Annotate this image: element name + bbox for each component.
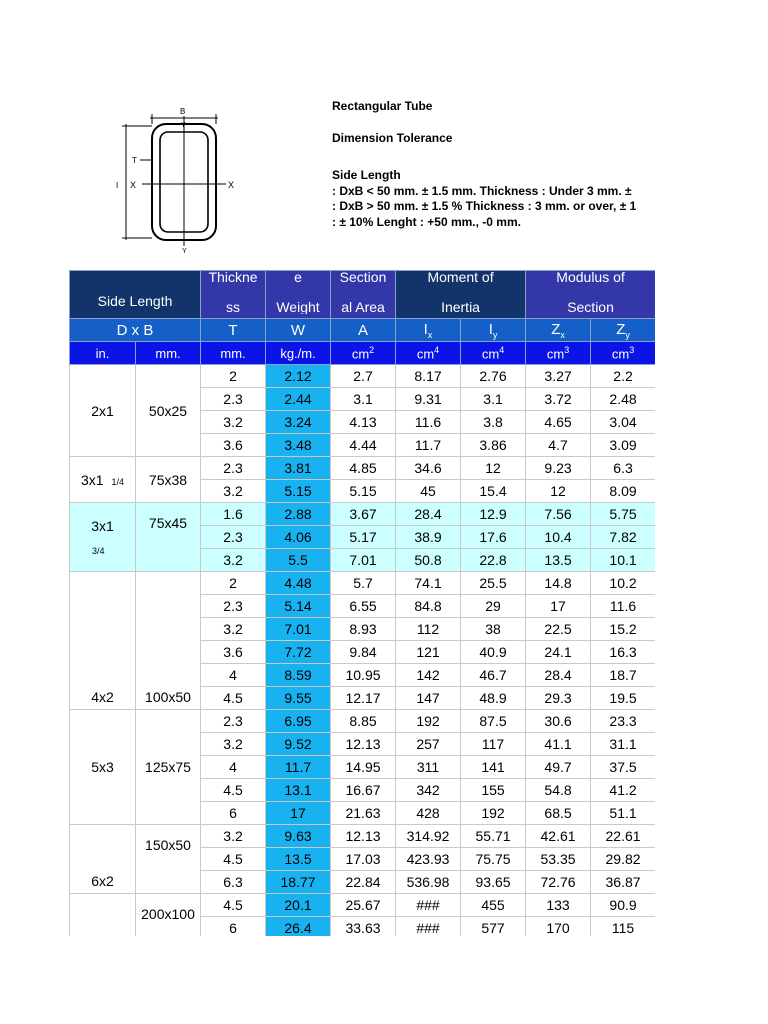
iy-cell: 117 — [461, 733, 526, 756]
dxb-header: D x B — [70, 319, 201, 342]
label-d: I — [116, 181, 119, 190]
area-cell: 22.84 — [331, 871, 396, 894]
header-row-3 — [70, 342, 656, 365]
weight-cell: 5.5 — [266, 549, 331, 572]
size-mm-cell: 125x75 — [136, 710, 201, 825]
weight-cell: 7.01 — [266, 618, 331, 641]
ix-cell: 84.8 — [396, 595, 461, 618]
zy-cell: 115 — [591, 917, 655, 937]
size-in-fraction: 1/4 — [111, 476, 125, 487]
area-cell: 12.13 — [331, 733, 396, 756]
iy-cell: 17.6 — [461, 526, 526, 549]
table-row — [70, 572, 656, 595]
area-cell: 3.1 — [331, 388, 396, 411]
weight-cell: 8.59 — [266, 664, 331, 687]
zy-cell: 10.2 — [591, 572, 655, 595]
weight-cell: 3.48 — [266, 434, 331, 457]
label-b: B — [180, 107, 186, 116]
w-unit: kg./m. — [266, 342, 331, 365]
modulus-of-section-header: Modulus of Section — [526, 271, 655, 319]
thickness-cell: 3.2 — [201, 733, 266, 756]
ix-unit: $cm^4$ — [396, 342, 461, 365]
ix-cell: ### — [396, 917, 461, 937]
zx-header: $Z_x$ — [526, 319, 591, 342]
zx-cell: 17 — [526, 595, 591, 618]
zx-unit: $cm^3$ — [526, 342, 591, 365]
iy-cell: 12 — [461, 457, 526, 480]
weight-cell: 4.48 — [266, 572, 331, 595]
weight-cell: 6.95 — [266, 710, 331, 733]
zx-cell: 29.3 — [526, 687, 591, 710]
zx-cell: 41.1 — [526, 733, 591, 756]
iy-cell: 192 — [461, 802, 526, 825]
area-cell: 5.7 — [331, 572, 396, 595]
zx-cell: 28.4 — [526, 664, 591, 687]
zy-unit: $cm^3$ — [591, 342, 655, 365]
iy-cell: 22.8 — [461, 549, 526, 572]
iy-cell: 75.75 — [461, 848, 526, 871]
tolerance-line-3: : ± 10% Lenght : +50 mm., -0 mm. — [332, 214, 521, 229]
ix-cell: 423.93 — [396, 848, 461, 871]
ix-cell: 50.8 — [396, 549, 461, 572]
size-mm-cell: 75x38 — [136, 457, 201, 503]
weight-cell: 9.55 — [266, 687, 331, 710]
t-unit: mm. — [201, 342, 266, 365]
zy-cell: 18.7 — [591, 664, 655, 687]
tolerance-info — [332, 99, 656, 230]
size-in-fraction: 3/4 — [92, 546, 105, 556]
zy-cell: 31.1 — [591, 733, 655, 756]
table-row — [70, 365, 656, 388]
weight-cell: 17 — [266, 802, 331, 825]
zy-cell: 36.87 — [591, 871, 655, 894]
side-length-heading: Side Length — [332, 168, 401, 182]
ix-cell: 192 — [396, 710, 461, 733]
zy-cell: 11.6 — [591, 595, 655, 618]
in-unit: in. — [70, 342, 136, 365]
iy-cell: 40.9 — [461, 641, 526, 664]
moment-of-inertia-header: Moment of Inertia — [396, 271, 526, 319]
ix-header: $I_x$ — [396, 319, 461, 342]
table-body — [70, 365, 656, 937]
a-header: A — [331, 319, 396, 342]
tolerance-line-2: : DxB > 50 mm. ± 1.5 % Thickness : 3 mm. or over, ± 1 — [332, 199, 637, 213]
ix-cell: 38.9 — [396, 526, 461, 549]
ix-cell: 45 — [396, 480, 461, 503]
zx-cell: 13.5 — [526, 549, 591, 572]
zy-cell: 90.9 — [591, 894, 655, 917]
area-cell: 8.85 — [331, 710, 396, 733]
iy-cell: 48.9 — [461, 687, 526, 710]
iy-cell: 155 — [461, 779, 526, 802]
area-cell: 21.63 — [331, 802, 396, 825]
thickness-cell: 2.3 — [201, 457, 266, 480]
zy-cell: 22.61 — [591, 825, 655, 848]
sectional-area-header: Section al Area — [331, 271, 396, 319]
rectangular-tube-diagram — [112, 100, 252, 255]
dimension-table-wrap — [69, 270, 655, 936]
zy-cell: 16.3 — [591, 641, 655, 664]
thickness-header: Thickne ss — [201, 271, 266, 319]
thickness-cell: 3.2 — [201, 618, 266, 641]
zy-cell: 2.48 — [591, 388, 655, 411]
area-cell: 9.84 — [331, 641, 396, 664]
zx-cell: 10.4 — [526, 526, 591, 549]
label-y-top: Y — [181, 122, 186, 129]
w-header: W — [266, 319, 331, 342]
ix-cell: 74.1 — [396, 572, 461, 595]
tolerance-subtitle: Dimension Tolerance — [332, 130, 453, 145]
zy-cell: 6.3 — [591, 457, 655, 480]
area-cell: 5.17 — [331, 526, 396, 549]
zy-cell: 19.5 — [591, 687, 655, 710]
t-header: T — [201, 319, 266, 342]
zx-cell: 14.8 — [526, 572, 591, 595]
iy-cell: 25.5 — [461, 572, 526, 595]
size-mm-cell: 200x100 — [136, 894, 201, 937]
zx-cell: 170 — [526, 917, 591, 937]
zy-header: $Z_y$ — [591, 319, 655, 342]
thickness-cell: 4.5 — [201, 779, 266, 802]
thickness-cell: 2.3 — [201, 595, 266, 618]
iy-cell: 15.4 — [461, 480, 526, 503]
iy-cell: 87.5 — [461, 710, 526, 733]
size-in-cell: 3x1 3/4 — [70, 503, 136, 572]
zx-cell: 30.6 — [526, 710, 591, 733]
size-in-cell: 3x1 1/4 — [70, 457, 136, 503]
iy-cell: 2.76 — [461, 365, 526, 388]
thickness-cell: 2 — [201, 365, 266, 388]
thickness-cell: 4 — [201, 756, 266, 779]
area-cell: 4.85 — [331, 457, 396, 480]
zx-cell: 3.72 — [526, 388, 591, 411]
iy-cell: 29 — [461, 595, 526, 618]
area-cell: 14.95 — [331, 756, 396, 779]
weight-cell: 18.77 — [266, 871, 331, 894]
header-row-2 — [70, 319, 656, 342]
ix-cell: 142 — [396, 664, 461, 687]
side-length-header: Side Length — [70, 271, 201, 319]
thickness-cell: 3.6 — [201, 641, 266, 664]
iy-cell: 3.86 — [461, 434, 526, 457]
iy-cell: 455 — [461, 894, 526, 917]
thickness-cell: 4 — [201, 664, 266, 687]
size-in-cell: 6x2 — [70, 825, 136, 894]
zy-cell: 8.09 — [591, 480, 655, 503]
area-cell: 12.13 — [331, 825, 396, 848]
zy-cell: 51.1 — [591, 802, 655, 825]
thickness-cell: 6 — [201, 917, 266, 937]
zy-cell: 10.1 — [591, 549, 655, 572]
thickness-cell: 4.5 — [201, 894, 266, 917]
zx-cell: 4.7 — [526, 434, 591, 457]
iy-unit: $cm^4$ — [461, 342, 526, 365]
thickness-cell: 3.6 — [201, 434, 266, 457]
thickness-cell: 2 — [201, 572, 266, 595]
zy-cell: 23.3 — [591, 710, 655, 733]
weight-cell: 13.1 — [266, 779, 331, 802]
size-in-cell — [70, 894, 136, 937]
zx-cell: 72.76 — [526, 871, 591, 894]
thickness-cell: 3.2 — [201, 411, 266, 434]
weight-cell: 26.4 — [266, 917, 331, 937]
zx-cell: 12 — [526, 480, 591, 503]
size-in-cell: 5x3 — [70, 710, 136, 825]
zy-cell: 2.2 — [591, 365, 655, 388]
header-row-1 — [70, 271, 656, 319]
area-cell: 6.55 — [331, 595, 396, 618]
weight-cell: 2.44 — [266, 388, 331, 411]
area-cell: 4.13 — [331, 411, 396, 434]
thickness-cell: 3.2 — [201, 549, 266, 572]
table-row — [70, 894, 656, 917]
ix-cell: 11.6 — [396, 411, 461, 434]
area-cell: 12.17 — [331, 687, 396, 710]
ix-cell: 112 — [396, 618, 461, 641]
weight-cell: 4.06 — [266, 526, 331, 549]
area-cell: 3.67 — [331, 503, 396, 526]
ix-cell: 257 — [396, 733, 461, 756]
zx-cell: 22.5 — [526, 618, 591, 641]
zx-cell: 53.35 — [526, 848, 591, 871]
zx-cell: 133 — [526, 894, 591, 917]
area-cell: 7.01 — [331, 549, 396, 572]
table-row — [70, 825, 656, 848]
label-t: T — [132, 156, 137, 165]
zy-cell: 15.2 — [591, 618, 655, 641]
dimension-table — [69, 270, 655, 936]
tube-title: Rectangular Tube — [332, 99, 433, 113]
zx-cell: 49.7 — [526, 756, 591, 779]
weight-cell: 3.24 — [266, 411, 331, 434]
size-mm-cell: 150x50 — [136, 825, 201, 894]
iy-cell: 3.1 — [461, 388, 526, 411]
thickness-cell: 3.2 — [201, 825, 266, 848]
thickness-cell: 1.6 — [201, 503, 266, 526]
thickness-cell: 3.2 — [201, 480, 266, 503]
zy-cell: 7.82 — [591, 526, 655, 549]
zy-cell: 41.2 — [591, 779, 655, 802]
thickness-cell: 4.5 — [201, 687, 266, 710]
thickness-cell: 2.3 — [201, 526, 266, 549]
thickness-cell: 6.3 — [201, 871, 266, 894]
label-x-right: X — [228, 180, 235, 190]
ix-cell: 34.6 — [396, 457, 461, 480]
area-cell: 5.15 — [331, 480, 396, 503]
thickness-cell: 6 — [201, 802, 266, 825]
zx-cell: 4.65 — [526, 411, 591, 434]
zx-cell: 24.1 — [526, 641, 591, 664]
weight-cell: 9.63 — [266, 825, 331, 848]
zy-cell: 5.75 — [591, 503, 655, 526]
size-mm-cell: 100x50 — [136, 572, 201, 710]
iy-cell: 577 — [461, 917, 526, 937]
weight-cell: 11.7 — [266, 756, 331, 779]
zx-cell: 42.61 — [526, 825, 591, 848]
iy-cell: 3.8 — [461, 411, 526, 434]
area-cell: 33.63 — [331, 917, 396, 937]
ix-cell: 314.92 — [396, 825, 461, 848]
size-mm-cell: 75x45 — [136, 503, 201, 572]
zx-cell: 7.56 — [526, 503, 591, 526]
zx-cell: 68.5 — [526, 802, 591, 825]
size-mm-cell: 50x25 — [136, 365, 201, 457]
area-cell: 8.93 — [331, 618, 396, 641]
area-cell: 17.03 — [331, 848, 396, 871]
tolerance-line-1: : DxB < 50 mm. ± 1.5 mm. Thickness : Under 3 mm. ± — [332, 183, 632, 198]
iy-cell: 55.71 — [461, 825, 526, 848]
ix-cell: 28.4 — [396, 503, 461, 526]
ix-cell: 428 — [396, 802, 461, 825]
zx-cell: 3.27 — [526, 365, 591, 388]
area-cell: 4.44 — [331, 434, 396, 457]
mm-unit: mm. — [136, 342, 201, 365]
iy-header: $I_y$ — [461, 319, 526, 342]
thickness-cell: 2.3 — [201, 388, 266, 411]
zx-cell: 9.23 — [526, 457, 591, 480]
iy-cell: 12.9 — [461, 503, 526, 526]
weight-cell: 9.52 — [266, 733, 331, 756]
ix-cell: 147 — [396, 687, 461, 710]
weight-cell: 2.88 — [266, 503, 331, 526]
size-in-cell: 4x2 — [70, 572, 136, 710]
zy-cell: 3.04 — [591, 411, 655, 434]
zy-cell: 29.82 — [591, 848, 655, 871]
ix-cell: 121 — [396, 641, 461, 664]
area-cell: 25.67 — [331, 894, 396, 917]
weight-cell: 13.5 — [266, 848, 331, 871]
weight-cell: 2.12 — [266, 365, 331, 388]
ix-cell: 8.17 — [396, 365, 461, 388]
ix-cell: ### — [396, 894, 461, 917]
area-cell: 10.95 — [331, 664, 396, 687]
iy-cell: 46.7 — [461, 664, 526, 687]
zy-cell: 3.09 — [591, 434, 655, 457]
zy-cell: 37.5 — [591, 756, 655, 779]
ix-cell: 536.98 — [396, 871, 461, 894]
area-cell: 2.7 — [331, 365, 396, 388]
iy-cell: 38 — [461, 618, 526, 641]
label-y-bottom: Y — [182, 248, 187, 255]
weight-cell: 3.81 — [266, 457, 331, 480]
ix-cell: 342 — [396, 779, 461, 802]
table-row — [70, 710, 656, 733]
weight-cell: 7.72 — [266, 641, 331, 664]
iy-cell: 141 — [461, 756, 526, 779]
weight-cell: 5.14 — [266, 595, 331, 618]
ix-cell: 311 — [396, 756, 461, 779]
table-row — [70, 457, 656, 480]
label-x-left: X — [130, 180, 137, 190]
table-row — [70, 503, 656, 526]
weight-cell: 5.15 — [266, 480, 331, 503]
weight-cell: 20.1 — [266, 894, 331, 917]
area-cell: 16.67 — [331, 779, 396, 802]
weight-header: e Weight — [266, 271, 331, 319]
a-unit: $cm^2$ — [331, 342, 396, 365]
ix-cell: 9.31 — [396, 388, 461, 411]
iy-cell: 93.65 — [461, 871, 526, 894]
thickness-cell: 4.5 — [201, 848, 266, 871]
thickness-cell: 2.3 — [201, 710, 266, 733]
size-in-cell: 2x1 — [70, 365, 136, 457]
ix-cell: 11.7 — [396, 434, 461, 457]
zx-cell: 54.8 — [526, 779, 591, 802]
